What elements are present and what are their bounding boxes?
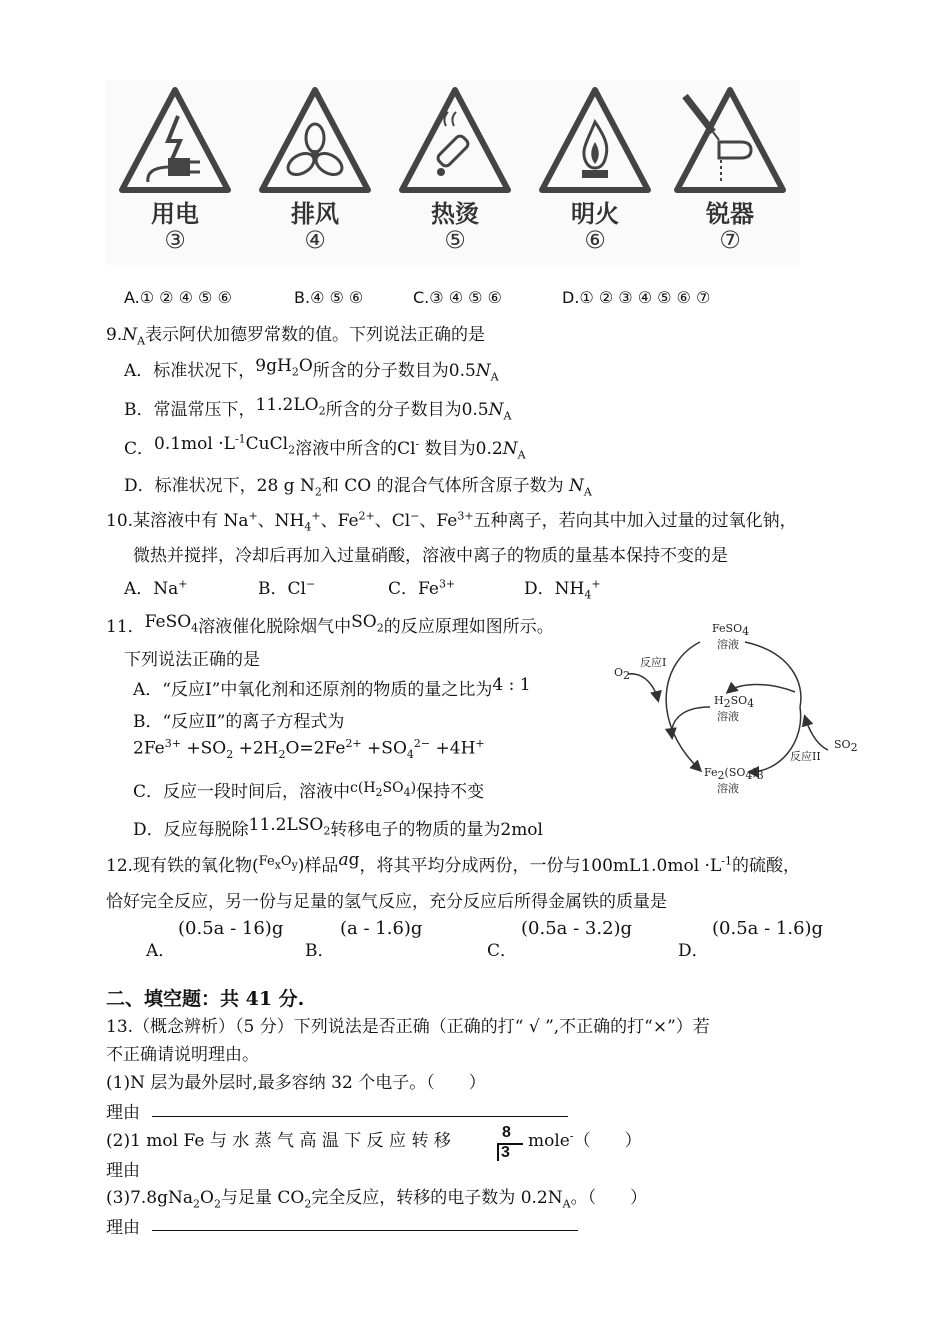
safety-signs-image xyxy=(106,80,800,265)
q12-option-c-label: C． xyxy=(487,941,518,961)
q9-option-d: D．标准状况下，28 g $N_2$和 CO 的混合气体所含原子数为 $N_A$ xyxy=(124,476,592,499)
sign-number: ⑤ xyxy=(444,226,466,254)
sign-label: 排风 xyxy=(291,200,339,228)
electricity-icon xyxy=(116,86,234,196)
diagram-solution-1: 溶液 xyxy=(717,638,739,651)
q11-stem-line2: 下列说法正确的是 xyxy=(124,650,260,670)
q10-option-a: A．Na+ xyxy=(124,577,188,599)
sign-sharp xyxy=(671,80,789,265)
diagram-o2: $O_2$ xyxy=(614,666,631,683)
q13-reason-1-label: 理由 xyxy=(106,1103,140,1123)
sign-flame xyxy=(536,80,654,265)
flame-icon xyxy=(536,86,654,196)
diagram-feso4: FeSO$_4$ xyxy=(712,622,750,639)
q11-option-b: B．“反应Ⅱ”的离子方程式为 xyxy=(133,712,345,732)
q10-option-d: D．$NH_4^+$ xyxy=(524,577,601,602)
q11-stem-line1: 11．FeSO$_4$溶液催化脱除烟气中$SO_2$的反应原理如图所示。 xyxy=(106,612,554,637)
hot-icon xyxy=(396,86,514,196)
diagram-reaction-2: 反应II xyxy=(790,750,821,763)
fraction-numerator: 8 xyxy=(502,1124,511,1141)
sign-number: ③ xyxy=(164,226,186,254)
sign-hot xyxy=(396,80,514,265)
q13-reason-3-label: 理由 xyxy=(106,1218,140,1238)
q11-option-a: A．“反应Ⅰ”中氧化剂和还原剂的物质的量之比为4 : 1 xyxy=(133,675,531,700)
fraction-denominator: 3 xyxy=(501,1144,510,1161)
sharp-icon xyxy=(671,86,789,196)
q9-option-a: A．标准状况下，$9gH_2O$所含的分子数目为$0.5N_A$ xyxy=(124,356,499,384)
q12-option-a-label: A． xyxy=(146,941,176,961)
q10-stem-line2: 微热并搅拌，冷却后再加入过量硝酸，溶液中离子的物质的量基本保持不变的是 xyxy=(133,546,728,566)
q8-option-b: B.④ ⑤ ⑥ xyxy=(294,288,364,307)
q12-option-d-label: D． xyxy=(678,941,709,961)
q11-option-c: C．反应一段时间后，溶液中$^{c(H_2SO_4)}$保持不变 xyxy=(133,780,485,802)
q13-line2: 不正确请说明理由。 xyxy=(106,1045,259,1065)
sign-label: 用电 xyxy=(151,200,199,228)
q8-option-c: C.③ ④ ⑤ ⑥ xyxy=(413,288,502,307)
q9-stem: $9.N_A$表示阿伏加德罗常数的值。下列说法正确的是 xyxy=(106,325,486,348)
q13-item-2-unit: mole-（ ） xyxy=(528,1129,642,1151)
q10-stem-line1: 10.某溶液中有 Na+、$NH_4^+$、$Fe^{2+}$、Cl−、$Fe^{3+}$五种离子，若向其中加入过量的过氧化钠， xyxy=(106,509,797,534)
q12-option-a-expr: (0.5a - 16)g xyxy=(178,918,284,939)
q13-item-1: (1)N 层为最外层时,最多容纳 32 个电子。（ ） xyxy=(106,1073,486,1093)
q9-option-c: C．$0.1mol \cdot L^{-1}CuCl_2$溶液中所含的Cl- 数目为$0.2N_A$ xyxy=(124,432,526,462)
sign-label: 热烫 xyxy=(431,200,479,228)
section-heading: 二、填空题：共 41 分. xyxy=(106,988,305,1010)
sign-electricity xyxy=(116,80,234,265)
diagram-so2: $SO_2$ xyxy=(834,738,858,755)
sign-label: 明火 xyxy=(571,200,619,228)
q11-option-d: D．反应每脱除$11.2LSO_2$转移电子的物质的量为2mol xyxy=(133,815,543,840)
sign-number: ⑦ xyxy=(719,226,741,254)
q12-option-d-expr: (0.5a - 1.6)g xyxy=(712,918,824,939)
q13-item-2: (2)1 mol Fe 与 水 蒸 气 高 温 下 反 应 转 移 xyxy=(106,1131,451,1151)
diagram-solution-2: 溶液 xyxy=(717,710,739,723)
q9-option-b: B．常温常压下，$11.2LO_2$所含的分子数目为$0.5N_A$ xyxy=(124,395,512,423)
q8-option-d: D.① ② ③ ④ ⑤ ⑥ ⑦ xyxy=(562,288,711,307)
q10-option-b: B．Cl− xyxy=(258,577,316,599)
q12-option-c-expr: (0.5a - 3.2)g xyxy=(521,918,633,939)
sign-fan xyxy=(256,80,374,265)
q12-option-b-label: B． xyxy=(305,941,335,961)
diagram-reaction-1: 反应I xyxy=(640,656,667,669)
diagram-h2so4: $H_2SO_4$ xyxy=(714,694,755,711)
q12-stem-line1: 12.现有铁的氧化物($^{Fe_xO_y}$)样品ag，将其平均分成两份，一份与$100mL1.0mol \cdot L^{-1}$的硫酸， xyxy=(106,850,800,876)
sign-number: ④ xyxy=(304,226,326,254)
fraction-bar-tick xyxy=(497,1143,499,1161)
diagram-fe2so43: $Fe_2(SO_4)_3$ xyxy=(704,766,764,783)
diagram-solution-3: 溶液 xyxy=(717,782,739,795)
reaction-cycle-diagram xyxy=(600,612,860,802)
q12-option-b-expr: (a - 1.6)g xyxy=(340,918,423,939)
q12-stem-line2: 恰好完全反应，另一份与足量的氢气反应，充分反应后所得金属铁的质量是 xyxy=(106,892,667,912)
q11-equation: $2Fe^{3+} +SO_2 +2H_2O=2Fe^{2+} +SO_4^{2-} +4H^+$ xyxy=(133,737,485,762)
q10-option-c: C．$Fe^{3+}$ xyxy=(388,577,456,599)
q13-reason-2-label: 理由 xyxy=(106,1161,140,1181)
sign-label: 锐器 xyxy=(706,200,754,228)
reason-3-answer-line[interactable] xyxy=(152,1230,578,1231)
q8-option-a: A.① ② ④ ⑤ ⑥ xyxy=(124,288,232,307)
q13-line1: 13.（概念辨析）（5 分）下列说法是否正确（正确的打“ √ ”,不正确的打“×”）若 xyxy=(106,1017,710,1037)
q13-item-3: $(3)7.8gNa_2O_2$与足量 $CO_2$完全反应，转移的电子数为 $0.2N_A$。（ ） xyxy=(106,1188,648,1211)
fan-icon xyxy=(256,86,374,196)
reason-1-answer-line[interactable] xyxy=(152,1116,568,1117)
sign-number: ⑥ xyxy=(584,226,606,254)
